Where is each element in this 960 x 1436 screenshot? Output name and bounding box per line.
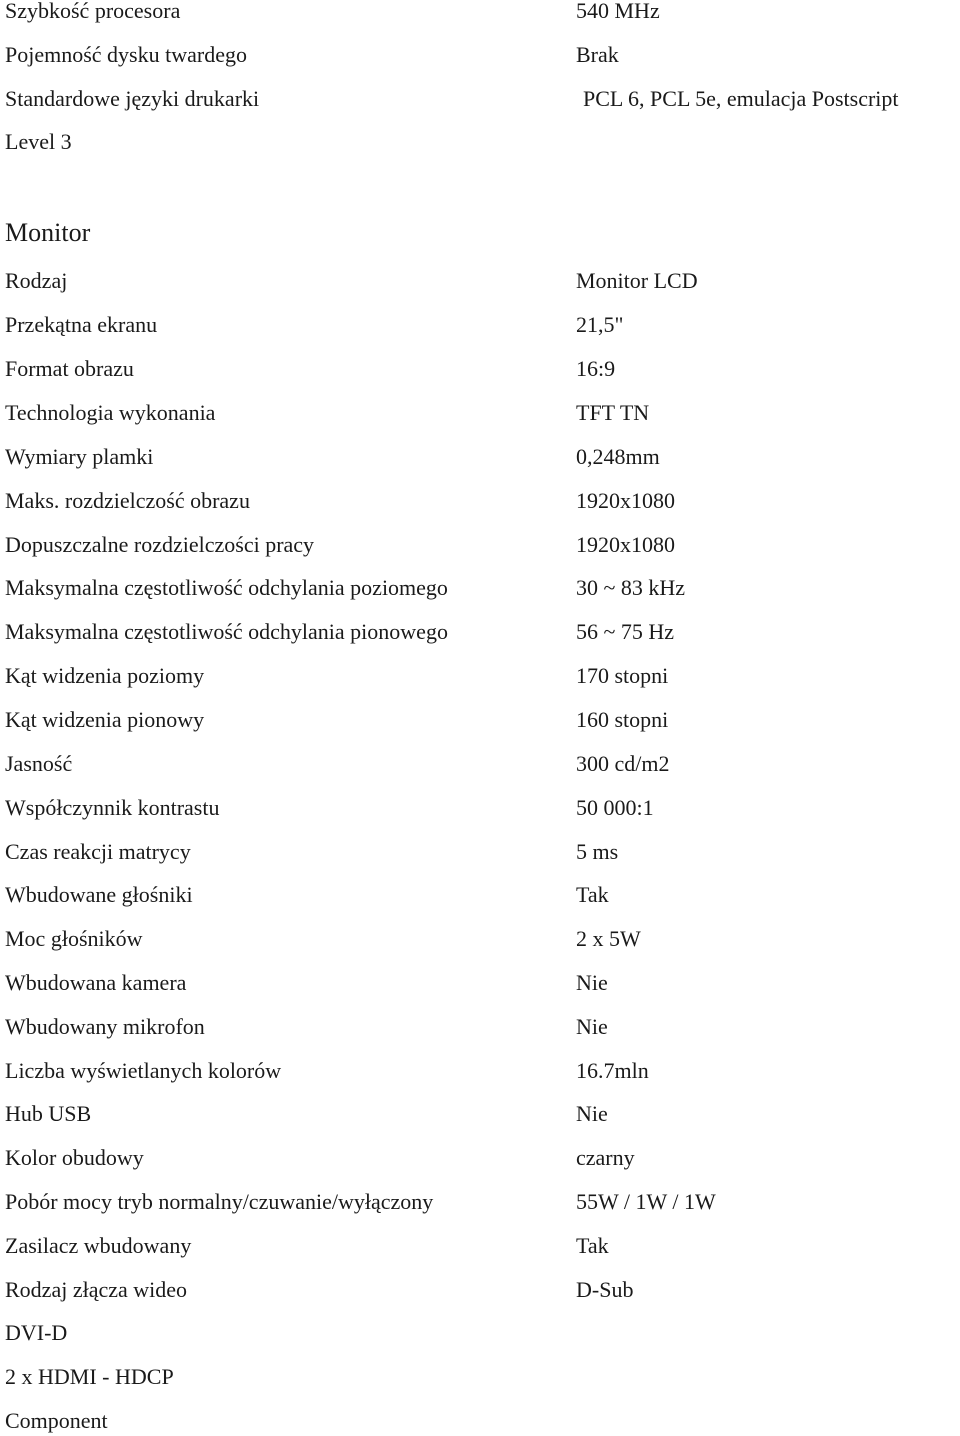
spec-label: Wbudowane głośniki <box>5 882 193 907</box>
spec-value: 55W / 1W / 1W <box>576 1189 716 1214</box>
spec-label: Rodzaj złącza wideo <box>5 1277 188 1302</box>
spec-label: Dopuszczalne rozdzielczości pracy <box>5 532 315 557</box>
spec-value: 16.7mln <box>576 1058 649 1083</box>
spec-value: 5 ms <box>576 839 619 864</box>
spec-value: 1920x1080 <box>576 532 675 557</box>
spec-label: Wbudowany mikrofon <box>5 1014 205 1039</box>
spec-label: Format obrazu <box>5 356 134 381</box>
spec-value: 1920x1080 <box>576 488 675 513</box>
spec-continuation: DVI-D <box>5 1320 68 1345</box>
spec-label: Współczynnik kontrastu <box>5 795 220 820</box>
spec-label: Kąt widzenia poziomy <box>5 663 205 688</box>
spec-label: Pojemność dysku twardego <box>5 42 247 67</box>
spec-label: Standardowe języki drukarki <box>5 86 260 111</box>
spec-value: 21,5" <box>576 312 624 337</box>
spec-value: PCL 6, PCL 5e, emulacja Postscript <box>583 86 899 111</box>
spec-label: Kąt widzenia pionowy <box>5 707 205 732</box>
spec-label: Maks. rozdzielczość obrazu <box>5 488 250 513</box>
spec-value: 56 ~ 75 Hz <box>576 619 675 644</box>
spec-label: Jasność <box>5 751 73 776</box>
spec-label: Rodzaj <box>5 268 68 293</box>
spec-label: Technologia wykonania <box>5 400 216 425</box>
spec-value: 2 x 5W <box>576 926 641 951</box>
spec-label: Pobór mocy tryb normalny/czuwanie/wyłączony <box>5 1189 434 1214</box>
spec-label: Kolor obudowy <box>5 1145 144 1170</box>
spec-value: Monitor LCD <box>576 268 698 293</box>
spec-continuation: Component <box>5 1408 108 1433</box>
spec-label: Zasilacz wbudowany <box>5 1233 192 1258</box>
spec-value: 160 stopni <box>576 707 669 732</box>
spec-value: 170 stopni <box>576 663 669 688</box>
spec-label: Szybkość procesora <box>5 0 181 23</box>
spec-label: Wbudowana kamera <box>5 970 187 995</box>
spec-continuation: Level 3 <box>5 129 72 154</box>
spec-label: Wymiary plamki <box>5 444 154 469</box>
spec-value: 540 MHz <box>576 0 660 23</box>
spec-label: Maksymalna częstotliwość odchylania poziomego <box>5 575 448 600</box>
spec-value: 30 ~ 83 kHz <box>576 575 686 600</box>
spec-value: D-Sub <box>576 1277 634 1302</box>
spec-label: Czas reakcji matrycy <box>5 839 191 864</box>
spec-continuation: 2 x HDMI - HDCP <box>5 1364 174 1389</box>
spec-value: czarny <box>576 1145 635 1170</box>
spec-value: Brak <box>576 42 619 67</box>
spec-value: Nie <box>576 1014 608 1039</box>
spec-value: 0,248mm <box>576 444 660 469</box>
section-heading-monitor: Monitor <box>5 218 91 247</box>
spec-value: 16:9 <box>576 356 616 381</box>
spec-value: 50 000:1 <box>576 795 654 820</box>
spec-label: Przekątna ekranu <box>5 312 158 337</box>
spec-label: Hub USB <box>5 1101 92 1126</box>
spec-value: Tak <box>576 1233 609 1258</box>
spec-value: Tak <box>576 882 609 907</box>
spec-label: Maksymalna częstotliwość odchylania pionowego <box>5 619 448 644</box>
spec-label: Moc głośników <box>5 926 143 951</box>
spec-value: TFT TN <box>576 400 650 425</box>
spec-value: Nie <box>576 1101 608 1126</box>
spec-value: Nie <box>576 970 608 995</box>
spec-value: 300 cd/m2 <box>576 751 670 776</box>
spec-label: Liczba wyświetlanych kolorów <box>5 1058 282 1083</box>
